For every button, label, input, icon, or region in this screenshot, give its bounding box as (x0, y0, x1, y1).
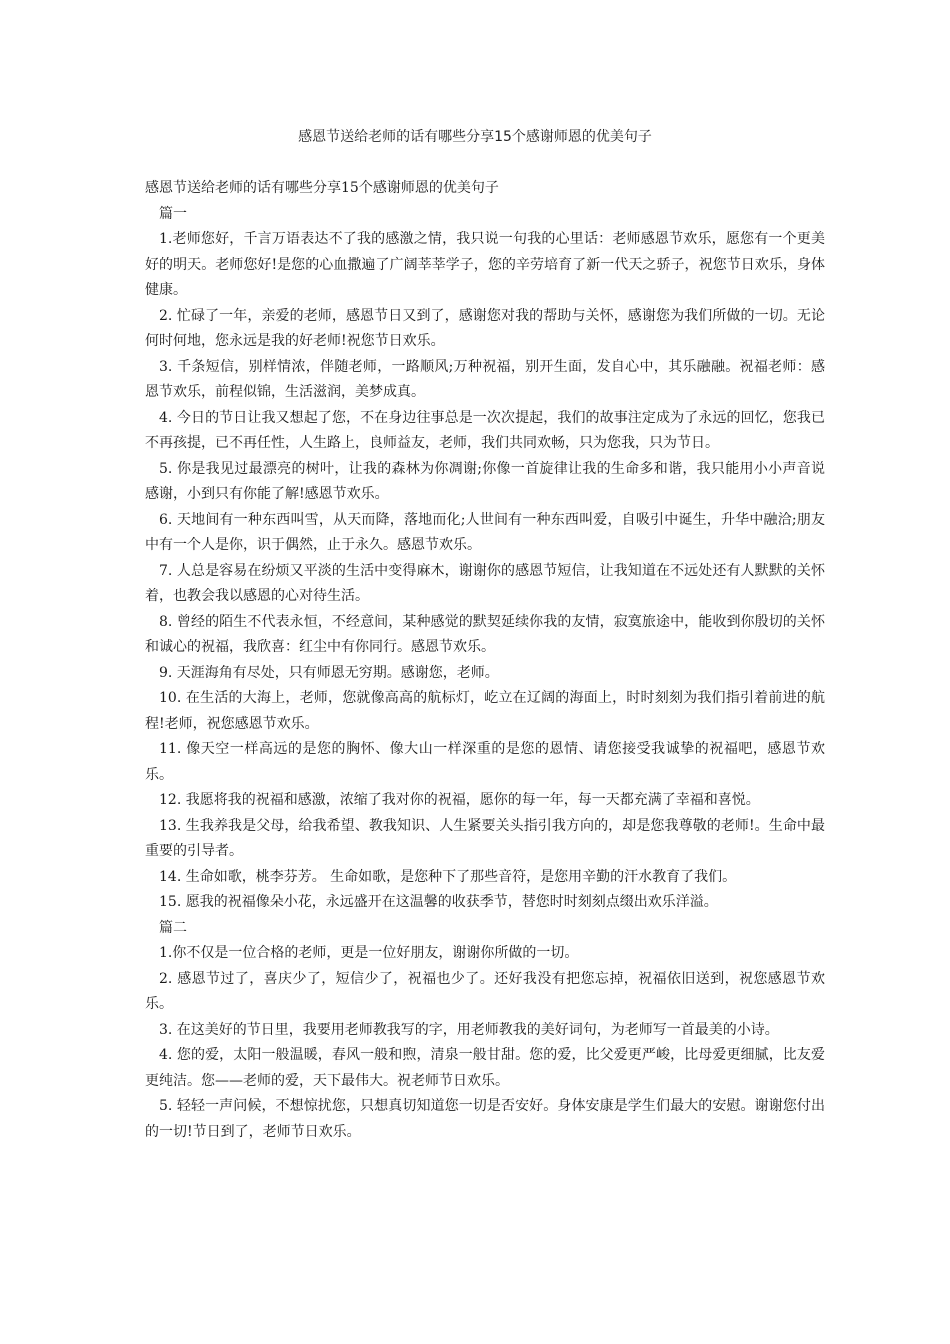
list-item: 12. 我愿将我的祝福和感激，浓缩了我对你的祝福，愿你的每一年，每一天都充满了幸福和喜悦。 (159, 792, 760, 808)
page-header-title: 感恩节送给老师的话有哪些分享15个感谢师恩的优美句子 (298, 129, 652, 145)
list-item: 3. 千条短信，别样情浓，伴随老师，一路顺风;万种祝福，别开生面，发自心中，其乐融融。祝福老师：感恩节欢乐，前程似锦，生活滋润，美梦成真。 (145, 358, 825, 400)
list-item: 2. 感恩节过了，喜庆少了，短信少了，祝福也少了。还好我没有把您忘掉，祝福依旧送到，祝您感恩节欢乐。 (145, 970, 825, 1012)
list-item: 9. 天涯海角有尽处，只有师恩无穷期。感谢您，老师。 (159, 664, 499, 681)
list-item: 5. 你是我见过最漂亮的树叶，让我的森林为你凋谢;你像一首旋律让我的生命多和谐，我只能用小小声音说感谢，小到只有你能了解!感恩节欢乐。 (145, 460, 825, 502)
list-item: 4. 您的爱，太阳一般温暖，春风一般和煦，清泉一般甘甜。您的爱，比父爱更严峻，比母爱更细腻，比友爱更纯洁。您——老师的爱，天下最伟大。祝老师节日欢乐。 (145, 1047, 825, 1089)
list-item: 13. 生我养我是父母，给我希望、教我知识、人生紧要关头指引我方向的，却是您我尊敬的老师!。生命中最重要的引导者。 (145, 817, 825, 859)
list-item: 7. 人总是容易在纷烦又平淡的生活中变得麻木，谢谢你的感恩节短信，让我知道在不远处还有人默默的关怀着，也教会我以感恩的心对待生活。 (145, 562, 825, 604)
list-item: 4. 今日的节日让我又想起了您，不在身边往事总是一次次提起，我们的故事注定成为了永远的回忆，您我已不再孩提，已不再任性，人生路上，良师益友，老师，我们共同欢畅，只为您我，只为节日。 (145, 409, 825, 451)
document-title: 感恩节送给老师的话有哪些分享15个感谢师恩的优美句子 (145, 180, 499, 196)
list-item: 5. 轻轻一声问候，不想惊扰您，只想真切知道您一切是否安好。身体安康是学生们最大的安慰。谢谢您付出的一切!节日到了，老师节日欢乐。 (145, 1098, 825, 1140)
list-item: 3. 在这美好的节日里，我要用老师教我写的字，用老师教我的美好词句，为老师写一首最美的小诗。 (159, 1021, 779, 1038)
list-item: 8. 曾经的陌生不代表永恒，不经意间，某种感觉的默契延续你我的友情，寂寞旅途中，能收到你殷切的关怀和诚心的祝福，我欣喜：红尘中有你同行。感恩节欢乐。 (145, 613, 825, 655)
list-item: 14. 生命如歌，桃李芬芳。 生命如歌，是您种下了那些音符，是您用辛勤的汗水教育了我们。 (159, 868, 737, 885)
list-item: 15. 愿我的祝福像朵小花，永远盛开在这温馨的收获季节，替您时时刻刻点缀出欢乐洋溢。 (159, 894, 718, 910)
section-heading: 篇一 (159, 205, 187, 222)
section-heading: 篇二 (159, 919, 187, 936)
list-item: 11. 像天空一样高远的是您的胸怀、像大山一样深重的是您的恩情、请您接受我诚挚的祝福吧，感恩节欢乐。 (145, 741, 825, 783)
document-body (145, 176, 825, 1145)
list-item: 2. 忙碌了一年，亲爱的老师，感恩节日又到了，感谢您对我的帮助与关怀，感谢您为我们所做的一切。无论何时何地，您永远是我的好老师!祝您节日欢乐。 (145, 307, 825, 349)
list-item: 1.老师您好，千言万语表达不了我的感激之情，我只说一句我的心里话：老师感恩节欢乐，愿您有一个更美好的明天。老师您好!是您的心血撒遍了广阔莘莘学子，您的辛劳培育了新一代天之骄子，祝您节日欢乐，身体健康。 (145, 231, 825, 298)
list-item: 1.你不仅是一位合格的老师，更是一位好朋友，谢谢你所做的一切。 (159, 945, 579, 961)
list-item: 6. 天地间有一种东西叫雪，从天而降，落地而化;人世间有一种东西叫爱，自吸引中诞生，升华中融洽;朋友中有一个人是你，识于偶然，止于永久。感恩节欢乐。 (145, 511, 825, 553)
list-item: 10. 在生活的大海上，老师，您就像高高的航标灯，屹立在辽阔的海面上，时时刻刻为我们指引着前进的航程!老师，祝您感恩节欢乐。 (145, 690, 825, 732)
